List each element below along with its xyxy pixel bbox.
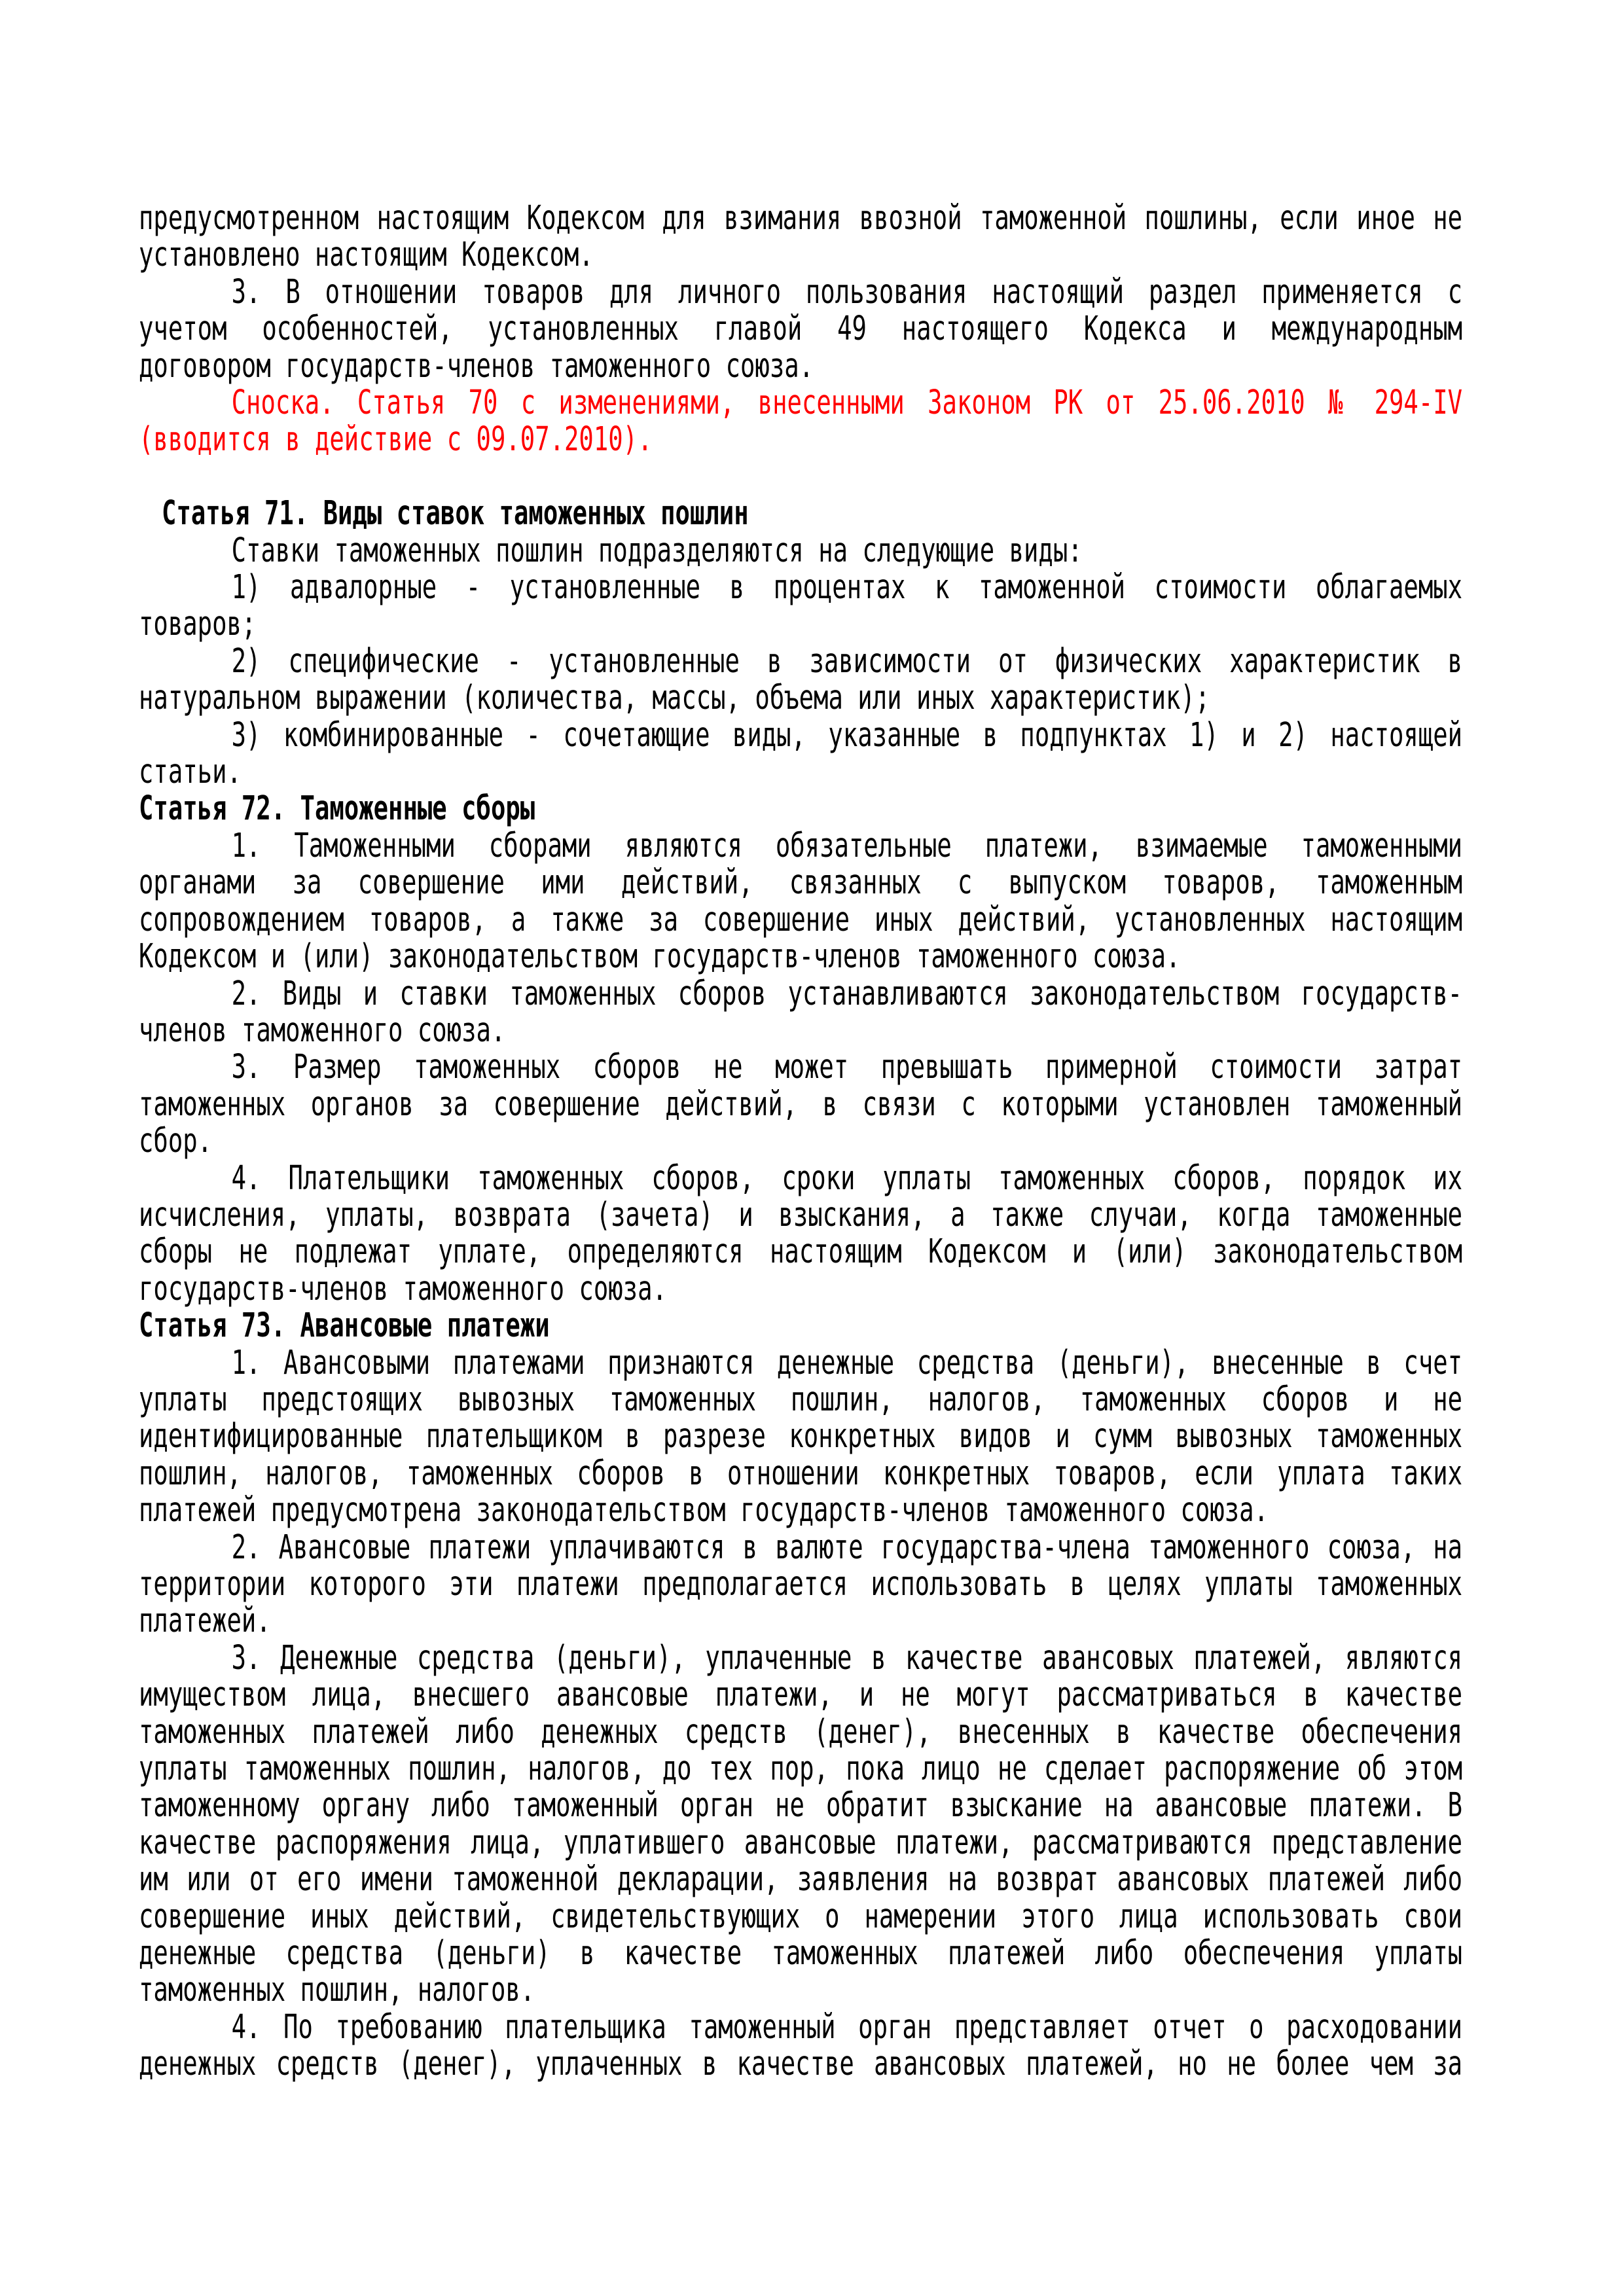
- text-line: 2) специфические - установленные в зависимости от физических характеристик в: [231, 641, 1463, 681]
- text-line: сбор.: [139, 1122, 213, 1161]
- article-heading: Статья 72. Таможенные сборы: [139, 789, 535, 829]
- text-line: государств-членов таможенного союза.: [139, 1269, 667, 1308]
- text-line: территории которого эти платежи предполагается использовать в целях уплаты таможенных: [139, 1565, 1463, 1604]
- text-column: [139, 200, 1462, 2083]
- text-line: имуществом лица, внесшего авансовые платежи, и не могут рассматриваться в качестве: [139, 1676, 1463, 1715]
- text-line: 3. Денежные средства (деньги), уплаченные в качестве авансовых платежей, являются: [231, 1638, 1463, 1677]
- text-line: 1. Авансовыми платежами признаются денежные средства (деньги), внесенные в счет: [231, 1343, 1463, 1382]
- text-line: сборы не подлежат уплате, определяются настоящим Кодексом и (или) законодательством: [139, 1232, 1463, 1272]
- text-line: Ставки таможенных пошлин подразделяются на следующие виды:: [231, 531, 1083, 570]
- text-line: членов таможенного союза.: [139, 1011, 506, 1050]
- text-line: органами за совершение ими действий, связанных с выпуском товаров, таможенным: [139, 863, 1463, 903]
- text-line: им или от его имени таможенной декларации, заявления на возврат авансовых платежей либо: [139, 1860, 1463, 1899]
- text-line: установлено настоящим Кодексом.: [139, 236, 594, 275]
- text-line: 3) комбинированные - сочетающие виды, указанные в подпунктах 1) и 2) настоящей: [231, 715, 1463, 755]
- text-line: качестве распоряжения лица, уплатившего авансовые платежи, рассматриваются представление: [139, 1823, 1463, 1862]
- text-line: сопровождением товаров, а также за совершение иных действий, установленных настоящим: [139, 900, 1463, 939]
- footnote-line: (вводится в действие с 09.07.2010).: [139, 420, 653, 459]
- article-heading: Статья 71. Виды ставок таможенных пошлин: [162, 494, 749, 533]
- blank-line: [139, 459, 1462, 495]
- text-line: уплаты предстоящих вывозных таможенных пошлин, налогов, таможенных сборов и не: [139, 1380, 1463, 1419]
- text-line: договором государств-членов таможенного союза.: [139, 346, 814, 386]
- text-line: таможенному органу либо таможенный орган не обратит взыскание на авансовые платежи. В: [139, 1786, 1463, 1825]
- text-line: 4. По требованию плательщика таможенный орган представляет отчет о расходовании: [231, 2007, 1463, 2047]
- text-line: предусмотренном настоящим Кодексом для взимания ввозной таможенной пошлины, если иное не: [139, 199, 1463, 238]
- text-line: Кодексом и (или) законодательством государств-членов таможенного союза.: [139, 937, 1181, 977]
- text-line: статьи.: [139, 753, 242, 792]
- text-line: таможенных органов за совершение действий, в связи с которыми установлен таможенный: [139, 1085, 1463, 1124]
- footnote-line: Сноска. Статья 70 с изменениями, внесенными Законом РК от 25.06.2010 № 294-IV: [231, 384, 1463, 423]
- text-line: исчисления, уплаты, возврата (зачета) и взыскания, а также случаи, когда таможенные: [139, 1195, 1463, 1234]
- text-line: товаров;: [139, 605, 257, 644]
- text-line: 1) адвалорные - установленные в процентах к таможенной стоимости облагаемых: [231, 568, 1463, 607]
- text-line: 4. Плательщики таможенных сборов, сроки уплаты таможенных сборов, порядок их: [231, 1158, 1463, 1198]
- article-heading: Статья 73. Авансовые платежи: [139, 1306, 550, 1346]
- text-line: 2. Авансовые платежи уплачиваются в валюте государства-члена таможенного союза, на: [231, 1528, 1463, 1567]
- text-line: денежные средства (деньги) в качестве таможенных платежей либо обеспечения уплаты: [139, 1934, 1463, 1973]
- text-line: таможенных пошлин, налогов.: [139, 1971, 535, 2010]
- text-line: учетом особенностей, установленных главой 49 настоящего Кодекса и международным: [139, 310, 1463, 349]
- text-line: идентифицированные плательщиком в разрезе конкретных видов и сумм вывозных таможенных: [139, 1417, 1463, 1456]
- text-line: 3. Размер таможенных сборов не может превышать примерной стоимости затрат: [231, 1048, 1463, 1087]
- text-line: уплаты таможенных пошлин, налогов, до тех пор, пока лицо не сделает распоряжение об этом: [139, 1749, 1463, 1789]
- text-line: 1. Таможенными сборами являются обязательные платежи, взимаемые таможенными: [231, 826, 1463, 865]
- text-line: платежей предусмотрена законодательством государств-членов таможенного союза.: [139, 1491, 1269, 1530]
- text-line: совершение иных действий, свидетельствующих о намерении этого лица использовать свои: [139, 1897, 1463, 1936]
- text-line: платежей.: [139, 1602, 271, 1641]
- text-line: 2. Виды и ставки таможенных сборов устанавливаются законодательством государств-: [231, 974, 1463, 1013]
- text-line: натуральном выражении (количества, массы, объема или иных характеристик);: [139, 679, 1210, 718]
- text-line: 3. В отношении товаров для личного пользования настоящий раздел применяется с: [231, 272, 1463, 312]
- text-line: денежных средств (денег), уплаченных в качестве авансовых платежей, но не более чем за: [139, 2045, 1463, 2084]
- text-line: пошлин, налогов, таможенных сборов в отношении конкретных товаров, если уплата таких: [139, 1454, 1463, 1493]
- text-line: таможенных платежей либо денежных средств (денег), внесенных в качестве обеспечения: [139, 1712, 1463, 1751]
